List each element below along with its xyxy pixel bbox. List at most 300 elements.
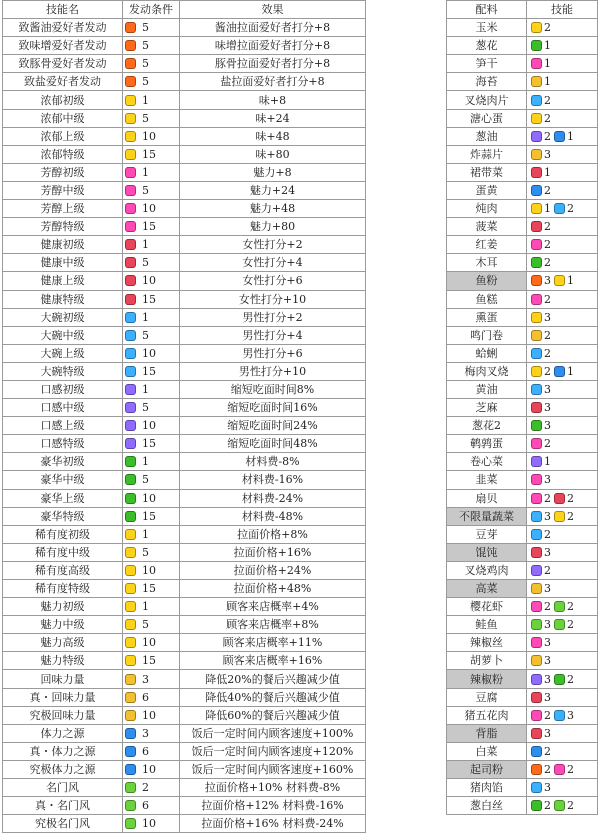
- condition-count: 15: [142, 509, 156, 523]
- ingredient-skills: [527, 652, 598, 670]
- skill-name: 大碗特级: [3, 362, 123, 380]
- ingredient-skills: [527, 760, 598, 778]
- condition-count: 1: [142, 455, 149, 469]
- ingredient-row: [447, 742, 598, 760]
- skill-condition: [123, 652, 180, 670]
- skill-name: 稀有度特级: [3, 580, 123, 598]
- skill-condition: [123, 417, 180, 435]
- skill-row: [3, 471, 366, 489]
- ingredient-row: [447, 797, 598, 815]
- skill-name: 真・回味力量: [3, 688, 123, 706]
- blue-skill-icon: [531, 782, 542, 793]
- yellow-skill-icon: [554, 275, 565, 286]
- pink-skill-icon: [531, 58, 542, 69]
- skill-condition: [123, 344, 180, 362]
- ingredient-skills: [527, 308, 598, 326]
- yellow-skill-icon: [531, 22, 542, 33]
- skill-level: 2: [544, 328, 551, 342]
- skill-name: 致酱油爱好者发动: [3, 19, 123, 37]
- skill-condition: [123, 19, 180, 37]
- ingredient-name: 豆腐: [447, 688, 527, 706]
- skill-condition: [123, 815, 180, 833]
- skill-name: 健康初级: [3, 236, 123, 254]
- skill-level: 3: [544, 310, 551, 324]
- blue-skill-icon: [531, 511, 542, 522]
- skill-level: 2: [544, 21, 551, 35]
- skill-level: 3: [544, 419, 551, 433]
- condition-count: 5: [142, 545, 149, 559]
- skill-condition: [123, 724, 180, 742]
- skill-name: 究极回味力量: [3, 706, 123, 724]
- blue-skill-icon: [125, 348, 136, 359]
- ingredient-skills: [527, 525, 598, 543]
- yellow-skill-icon: [125, 637, 136, 648]
- lime-skill-icon: [125, 782, 136, 793]
- ingredient-row: [447, 435, 598, 453]
- condition-count: 1: [142, 165, 149, 179]
- skill-row: [3, 73, 366, 91]
- skill-name: 究极体力之源: [3, 760, 123, 778]
- condition-count: 5: [142, 618, 149, 632]
- skill-effect: 豚骨拉面爱好者打分+8: [180, 55, 366, 73]
- lime-skill-icon: [125, 818, 136, 829]
- skill-row: [3, 109, 366, 127]
- ingredient-name: 韭菜: [447, 471, 527, 489]
- skill-name: 稀有度初级: [3, 525, 123, 543]
- ingredient-row: [447, 616, 598, 634]
- ingredient-row: [447, 145, 598, 163]
- ingredient-row: [447, 525, 598, 543]
- condition-count: 5: [142, 256, 149, 270]
- skill-level: 2: [567, 509, 574, 523]
- ingredient-skills: [527, 417, 598, 435]
- ingredient-skills: [527, 181, 598, 199]
- ingredient-row: [447, 706, 598, 724]
- skill-row: [3, 55, 366, 73]
- ingredients-header-row: [447, 1, 598, 19]
- ingredient-name: 猪肉馅: [447, 779, 527, 797]
- skill-effect: 魅力+48: [180, 200, 366, 218]
- skill-row: [3, 598, 366, 616]
- skill-level: 1: [567, 274, 574, 288]
- shoe-skill-icon: [531, 185, 542, 196]
- pink-skill-icon: [531, 294, 542, 305]
- ingredient-name: 猪五花肉: [447, 706, 527, 724]
- skill-row: [3, 724, 366, 742]
- skill-effect: 拉面价格+12% 材料费-16%: [180, 797, 366, 815]
- yellow-skill-icon: [125, 149, 136, 160]
- skill-effect: 降低20%的餐后兴趣减少值: [180, 670, 366, 688]
- skill-row: [3, 254, 366, 272]
- green-skill-icon: [125, 474, 136, 485]
- skill-condition: [123, 489, 180, 507]
- ingredient-skills: [527, 91, 598, 109]
- ingredient-skills: [527, 724, 598, 742]
- yellow-skill-icon: [531, 113, 542, 124]
- skill-condition: [123, 290, 180, 308]
- ingredient-name: 葱白丝: [447, 797, 527, 815]
- skill-level: 1: [544, 39, 551, 53]
- ingredient-skills: [527, 507, 598, 525]
- ingredient-row: [447, 670, 598, 688]
- skill-condition: [123, 706, 180, 724]
- condition-count: 15: [142, 582, 156, 596]
- ingredient-name: 炸蒜片: [447, 145, 527, 163]
- skill-row: [3, 634, 366, 652]
- skill-effect: 女性打分+4: [180, 254, 366, 272]
- skill-row: [3, 145, 366, 163]
- skill-level: 2: [567, 762, 574, 776]
- condition-count: 10: [142, 817, 156, 831]
- skill-row: [3, 308, 366, 326]
- skill-name: 致盐爱好者发动: [3, 73, 123, 91]
- ingredient-row: [447, 181, 598, 199]
- skill-name: 芳醇初级: [3, 163, 123, 181]
- skill-level: 3: [544, 147, 551, 161]
- bulb-skill-icon: [125, 710, 136, 721]
- ingredient-name: 葱花2: [447, 417, 527, 435]
- ingredient-row: [447, 55, 598, 73]
- skill-row: [3, 127, 366, 145]
- condition-count: 3: [142, 726, 149, 740]
- skill-level: 2: [544, 437, 551, 451]
- skill-row: [3, 507, 366, 525]
- skill-condition: [123, 525, 180, 543]
- skill-row: [3, 435, 366, 453]
- skill-effect: 缩短吃面时间24%: [180, 417, 366, 435]
- skill-effect: 男性打分+4: [180, 326, 366, 344]
- shoe-skill-icon: [554, 366, 565, 377]
- ingredient-name: 辣椒粉: [447, 670, 527, 688]
- green-skill-icon: [531, 800, 542, 811]
- skill-row: [3, 489, 366, 507]
- skill-name: 口感特级: [3, 435, 123, 453]
- skill-level: 3: [544, 473, 551, 487]
- ingredient-name: 玉米: [447, 19, 527, 37]
- skill-name: 魅力初级: [3, 598, 123, 616]
- skill-effect: 材料费-48%: [180, 507, 366, 525]
- lime-skill-icon: [531, 619, 542, 630]
- ingredient-skills: [527, 797, 598, 815]
- skill-row: [3, 344, 366, 362]
- condition-count: 10: [142, 762, 156, 776]
- skill-level: 2: [544, 527, 551, 541]
- lime-skill-icon: [554, 601, 565, 612]
- ingredient-name: 熏蛋: [447, 308, 527, 326]
- ingredient-row: [447, 507, 598, 525]
- pink-skill-icon: [554, 764, 565, 775]
- skill-effect: 魅力+24: [180, 181, 366, 199]
- yellow-skill-icon: [125, 619, 136, 630]
- skills-table: [2, 0, 366, 833]
- bulb-skill-icon: [531, 655, 542, 666]
- skill-row: [3, 760, 366, 778]
- red-skill-icon: [125, 239, 136, 250]
- skill-condition: [123, 91, 180, 109]
- skill-row: [3, 742, 366, 760]
- skill-level: 2: [544, 563, 551, 577]
- ingredient-row: [447, 308, 598, 326]
- pink-skill-icon: [125, 203, 136, 214]
- skill-effect: 材料费-24%: [180, 489, 366, 507]
- ingredient-name: 起司粉: [447, 760, 527, 778]
- skill-effect: 女性打分+2: [180, 236, 366, 254]
- pink-skill-icon: [531, 601, 542, 612]
- ingredient-skills: [527, 326, 598, 344]
- red-skill-icon: [531, 728, 542, 739]
- skill-level: 2: [544, 183, 551, 197]
- ingredient-name: 胡萝卜: [447, 652, 527, 670]
- skill-level: 3: [544, 582, 551, 596]
- lime-skill-icon: [125, 800, 136, 811]
- skill-level: 1: [544, 165, 551, 179]
- skill-condition: [123, 73, 180, 91]
- skill-row: [3, 218, 366, 236]
- skill-name: 浓郁中级: [3, 109, 123, 127]
- skill-effect: 拉面价格+24%: [180, 561, 366, 579]
- skill-condition: [123, 779, 180, 797]
- ingredient-row: [447, 489, 598, 507]
- col-header-skill-name: 技能名: [3, 1, 123, 19]
- condition-count: 1: [142, 383, 149, 397]
- skill-level: 3: [544, 636, 551, 650]
- shoe-skill-icon: [125, 746, 136, 757]
- red-skill-icon: [554, 493, 565, 504]
- ingredient-row: [447, 19, 598, 37]
- skill-condition: [123, 109, 180, 127]
- ingredient-row: [447, 127, 598, 145]
- ingredient-skills: [527, 272, 598, 290]
- ingredient-name: 高菜: [447, 580, 527, 598]
- skill-level: 1: [567, 129, 574, 143]
- skill-level: 3: [544, 509, 551, 523]
- skill-row: [3, 652, 366, 670]
- ingredient-row: [447, 634, 598, 652]
- skill-level: 2: [544, 600, 551, 614]
- yellow-skill-icon: [531, 366, 542, 377]
- condition-count: 10: [142, 129, 156, 143]
- condition-count: 10: [142, 274, 156, 288]
- ingredient-skills: [527, 344, 598, 362]
- skill-level: 2: [544, 744, 551, 758]
- ingredient-skills: [527, 670, 598, 688]
- ingredient-name: 蛤蜊: [447, 344, 527, 362]
- ingredient-row: [447, 543, 598, 561]
- ingredient-name: 馄饨: [447, 543, 527, 561]
- green-skill-icon: [531, 40, 542, 51]
- green-skill-icon: [531, 257, 542, 268]
- orange-skill-icon: [531, 764, 542, 775]
- skill-row: [3, 399, 366, 417]
- skill-row: [3, 272, 366, 290]
- ingredient-name: 鱼糕: [447, 290, 527, 308]
- skill-condition: [123, 254, 180, 272]
- condition-count: 1: [142, 600, 149, 614]
- red-skill-icon: [531, 402, 542, 413]
- green-skill-icon: [531, 420, 542, 431]
- skill-name: 健康上级: [3, 272, 123, 290]
- skill-name: 稀有度高级: [3, 561, 123, 579]
- ingredient-name: 裙带菜: [447, 163, 527, 181]
- ingredients-table: [446, 0, 598, 815]
- condition-count: 10: [142, 563, 156, 577]
- condition-count: 1: [142, 527, 149, 541]
- skill-level: 2: [567, 491, 574, 505]
- skill-condition: [123, 561, 180, 579]
- red-skill-icon: [531, 692, 542, 703]
- blue-skill-icon: [554, 203, 565, 214]
- skill-level: 2: [544, 256, 551, 270]
- yellow-skill-icon: [125, 583, 136, 594]
- yellow-skill-icon: [125, 529, 136, 540]
- pink-skill-icon: [531, 710, 542, 721]
- ingredient-skills: [527, 127, 598, 145]
- ingredient-row: [447, 652, 598, 670]
- skill-effect: 魅力+8: [180, 163, 366, 181]
- orange-skill-icon: [125, 22, 136, 33]
- skill-condition: [123, 507, 180, 525]
- ingredient-skills: [527, 380, 598, 398]
- ingredient-name: 芝麻: [447, 399, 527, 417]
- skill-effect: 材料费-16%: [180, 471, 366, 489]
- ingredient-skills: [527, 543, 598, 561]
- skill-condition: [123, 362, 180, 380]
- ingredient-row: [447, 688, 598, 706]
- skill-condition: [123, 742, 180, 760]
- skill-effect: 材料费-8%: [180, 453, 366, 471]
- skill-effect: 男性打分+2: [180, 308, 366, 326]
- bulb-skill-icon: [531, 149, 542, 160]
- condition-count: 5: [142, 401, 149, 415]
- ingredient-skills: [527, 55, 598, 73]
- skill-name: 真・名门风: [3, 797, 123, 815]
- condition-count: 6: [142, 690, 149, 704]
- ingredient-row: [447, 236, 598, 254]
- ingredient-skills: [527, 688, 598, 706]
- skill-effect: 女性打分+6: [180, 272, 366, 290]
- condition-count: 5: [142, 111, 149, 125]
- ingredient-name: 鹌鹑蛋: [447, 435, 527, 453]
- ingredient-name: 笋干: [447, 55, 527, 73]
- lime-skill-icon: [554, 619, 565, 630]
- ingredient-skills: [527, 254, 598, 272]
- ingredient-name: 鲑鱼: [447, 616, 527, 634]
- skill-condition: [123, 760, 180, 778]
- condition-count: 15: [142, 292, 156, 306]
- ingredient-row: [447, 73, 598, 91]
- ingredient-row: [447, 163, 598, 181]
- skill-effect: 顾客来店概率+11%: [180, 634, 366, 652]
- condition-count: 10: [142, 636, 156, 650]
- condition-count: 15: [142, 220, 156, 234]
- ingredient-skills: [527, 435, 598, 453]
- skill-effect: 拉面价格+8%: [180, 525, 366, 543]
- skill-condition: [123, 181, 180, 199]
- ingredient-row: [447, 344, 598, 362]
- skill-effect: 男性打分+10: [180, 362, 366, 380]
- skill-name: 名门风: [3, 779, 123, 797]
- skill-name: 口感上级: [3, 417, 123, 435]
- bulb-skill-icon: [531, 76, 542, 87]
- skill-name: 大碗中级: [3, 326, 123, 344]
- green-skill-icon: [554, 674, 565, 685]
- skill-row: [3, 37, 366, 55]
- ingredient-row: [447, 760, 598, 778]
- ingredient-name: 红姜: [447, 236, 527, 254]
- orange-skill-icon: [125, 40, 136, 51]
- blue-skill-icon: [531, 95, 542, 106]
- skill-condition: [123, 326, 180, 344]
- ingredient-skills: [527, 145, 598, 163]
- skill-level: 2: [567, 672, 574, 686]
- ingredient-skills: [527, 742, 598, 760]
- skill-effect: 饭后一定时间内顾客速度+100%: [180, 724, 366, 742]
- skill-level: 3: [544, 618, 551, 632]
- skill-level: 2: [544, 708, 551, 722]
- yellow-skill-icon: [125, 113, 136, 124]
- ingredient-name: 背脂: [447, 724, 527, 742]
- ingredient-name: 溏心蛋: [447, 109, 527, 127]
- skill-name: 健康特级: [3, 290, 123, 308]
- skill-level: 3: [544, 654, 551, 668]
- skill-condition: [123, 200, 180, 218]
- skill-name: 豪华上级: [3, 489, 123, 507]
- green-skill-icon: [125, 456, 136, 467]
- ingredient-row: [447, 200, 598, 218]
- condition-count: 1: [142, 238, 149, 252]
- yellow-skill-icon: [125, 565, 136, 576]
- col-header-skills: 技能: [527, 1, 598, 19]
- bulb-skill-icon: [531, 330, 542, 341]
- condition-count: 10: [142, 346, 156, 360]
- skill-effect: 顾客来店概率+8%: [180, 616, 366, 634]
- pink-skill-icon: [125, 185, 136, 196]
- red-skill-icon: [125, 294, 136, 305]
- skill-condition: [123, 797, 180, 815]
- orange-skill-icon: [531, 275, 542, 286]
- ingredient-name: 辣椒丝: [447, 634, 527, 652]
- skill-effect: 味+80: [180, 145, 366, 163]
- purple-skill-icon: [125, 420, 136, 431]
- purple-skill-icon: [531, 131, 542, 142]
- condition-count: 15: [142, 654, 156, 668]
- ingredient-name: 鱼粉: [447, 272, 527, 290]
- skill-row: [3, 19, 366, 37]
- skill-name: 真・体力之源: [3, 742, 123, 760]
- condition-count: 5: [142, 39, 149, 53]
- skill-effect: 降低60%的餐后兴趣减少值: [180, 706, 366, 724]
- condition-count: 5: [142, 328, 149, 342]
- condition-count: 5: [142, 75, 149, 89]
- skill-row: [3, 362, 366, 380]
- skill-condition: [123, 598, 180, 616]
- ingredient-skills: [527, 218, 598, 236]
- red-skill-icon: [531, 221, 542, 232]
- skill-effect: 降低40%的餐后兴趣减少值: [180, 688, 366, 706]
- purple-skill-icon: [531, 565, 542, 576]
- skill-name: 大碗上级: [3, 344, 123, 362]
- skill-row: [3, 797, 366, 815]
- ingredient-row: [447, 417, 598, 435]
- condition-count: 1: [142, 310, 149, 324]
- skill-effect: 拉面价格+16%: [180, 543, 366, 561]
- ingredient-row: [447, 91, 598, 109]
- green-skill-icon: [125, 493, 136, 504]
- skill-condition: [123, 218, 180, 236]
- ingredient-skills: [527, 19, 598, 37]
- skill-name: 魅力特级: [3, 652, 123, 670]
- skill-condition: [123, 670, 180, 688]
